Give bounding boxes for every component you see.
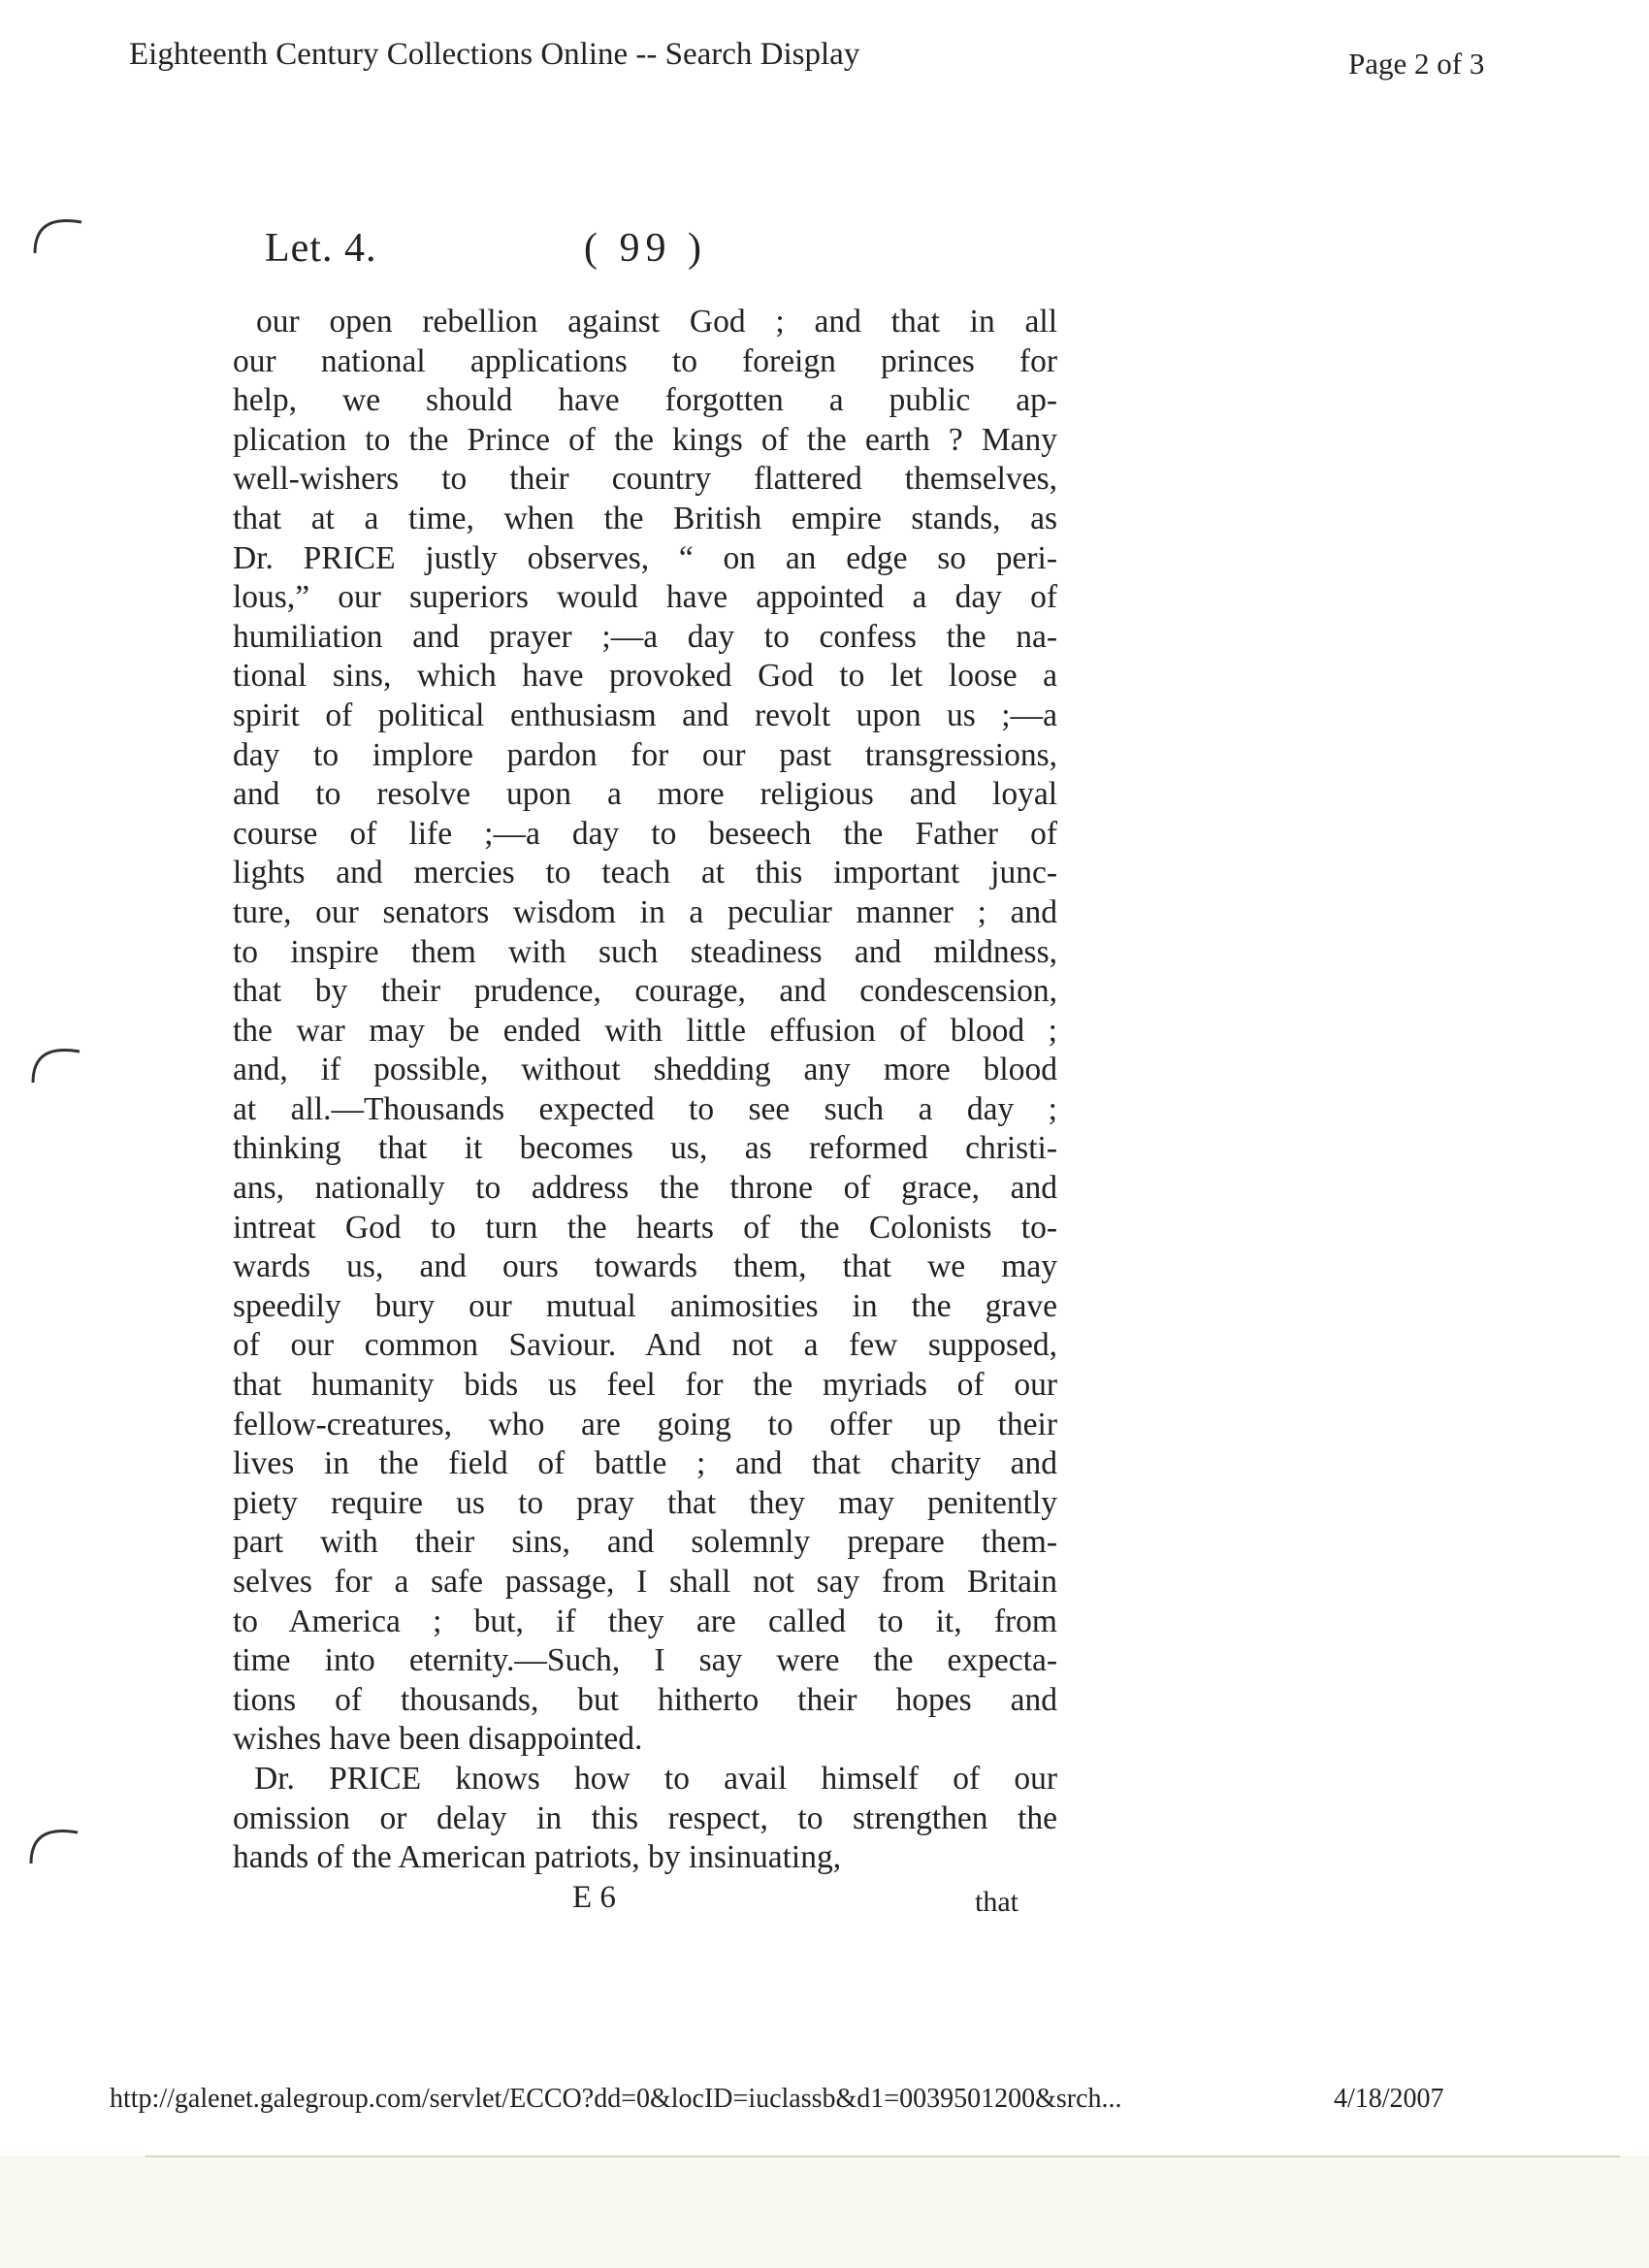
- binder-ring-mark-icon: [27, 209, 95, 257]
- running-head-page-number: ( 99 ): [584, 226, 707, 271]
- text-line: tions of thousands, but hitherto their hopes and: [233, 1681, 1057, 1718]
- page-footer-marks: [233, 1880, 1057, 1923]
- text-line: piety require us to pray that they may penitently: [233, 1484, 1057, 1521]
- text-line: selves for a safe passage, I shall not say from Britain: [233, 1564, 1057, 1600]
- text-line: course of life ;—a day to beseech the Father of: [233, 815, 1057, 852]
- text-line: to America ; but, if they are called to it, from: [233, 1603, 1057, 1639]
- divider: [146, 2155, 1620, 2157]
- running-head-letter: Let. 4.: [265, 226, 377, 271]
- text-line: wards us, and ours towards them, that we may: [233, 1248, 1057, 1285]
- text-line: that by their prudence, courage, and condescension,: [233, 973, 1057, 1010]
- text-line: the war may be ended with little effusion of blood ;: [233, 1012, 1057, 1049]
- text-line: fellow-creatures, who are going to offer up their: [233, 1406, 1057, 1442]
- footer-url: http://galenet.galegroup.com/servlet/ECCO?dd=0&locID=iuclassb&d1=0039501200&srch...: [110, 2084, 1122, 2114]
- text-line: lous,” our superiors would have appointed a day of: [233, 579, 1057, 616]
- text-line: wishes have been disappointed.: [233, 1721, 643, 1758]
- text-line: thinking that it becomes us, as reformed christi-: [233, 1130, 1057, 1167]
- footer-date: 4/18/2007: [1334, 2084, 1444, 2114]
- scanned-book-page: [233, 225, 1057, 1923]
- signature-mark: E 6: [572, 1879, 616, 1915]
- binder-ring-mark-icon: [25, 1038, 93, 1086]
- text-line: spirit of political enthusiasm and revolt upon us ;—a: [233, 697, 1057, 733]
- text-line: part with their sins, and solemnly prepare them-: [233, 1524, 1057, 1561]
- text-line: Dr. PRICE knows how to avail himself of our: [254, 1760, 1057, 1797]
- text-line: plication to the Prince of the kings of the earth ? Many: [233, 421, 1057, 458]
- body-text: [233, 303, 1057, 1878]
- binder-ring-mark-icon: [23, 1819, 91, 1867]
- text-line: of our common Saviour. And not a few supposed,: [233, 1327, 1057, 1364]
- text-line: Dr. PRICE justly observes, “ on an edge so peri-: [233, 539, 1057, 576]
- catchword: that: [975, 1885, 1018, 1918]
- text-line: intreat God to turn the hearts of the Colonists to-: [233, 1209, 1057, 1246]
- text-line: lives in the field of battle ; and that charity and: [233, 1445, 1057, 1482]
- text-line: omission or delay in this respect, to strengthen the: [233, 1799, 1057, 1836]
- text-line: tional sins, which have provoked God to let loose a: [233, 658, 1057, 695]
- text-line: and, if possible, without shedding any more blood: [233, 1052, 1057, 1088]
- text-line: ans, nationally to address the throne of grace, and: [233, 1170, 1057, 1207]
- text-line: help, we should have forgotten a public ap-: [233, 382, 1057, 419]
- text-line: well-wishers to their country flattered themselves,: [233, 461, 1057, 498]
- text-line: ture, our senators wisdom in a peculiar manner ; and: [233, 893, 1057, 930]
- text-line: speedily bury our mutual animosities in the grave: [233, 1287, 1057, 1324]
- page-indicator: Page 2 of 3: [1348, 47, 1485, 81]
- text-line: day to implore pardon for our past transgressions,: [233, 736, 1057, 773]
- text-line: our open rebellion against God ; and that in all: [256, 304, 1057, 340]
- text-line: to inspire them with such steadiness and mildness,: [233, 933, 1057, 970]
- text-line: our national applications to foreign princes for: [233, 342, 1057, 379]
- text-line: humiliation and prayer ;—a day to confess the na-: [233, 618, 1057, 655]
- text-line: that at a time, when the British empire stands, as: [233, 500, 1057, 536]
- text-line: that humanity bids us feel for the myriads of our: [233, 1367, 1057, 1404]
- text-line: at all.—Thousands expected to see such a day ;: [233, 1090, 1057, 1127]
- bottom-margin: [0, 2155, 1649, 2268]
- text-line: and to resolve upon a more religious and loyal: [233, 776, 1057, 813]
- running-head: [233, 225, 1057, 283]
- text-line: lights and mercies to teach at this important junc-: [233, 855, 1057, 891]
- header-title: Eighteenth Century Collections Online -- Search Display: [129, 37, 860, 72]
- text-line: hands of the American patriots, by insinuating,: [233, 1839, 842, 1876]
- text-line: time into eternity.—Such, I say were the expecta-: [233, 1642, 1057, 1679]
